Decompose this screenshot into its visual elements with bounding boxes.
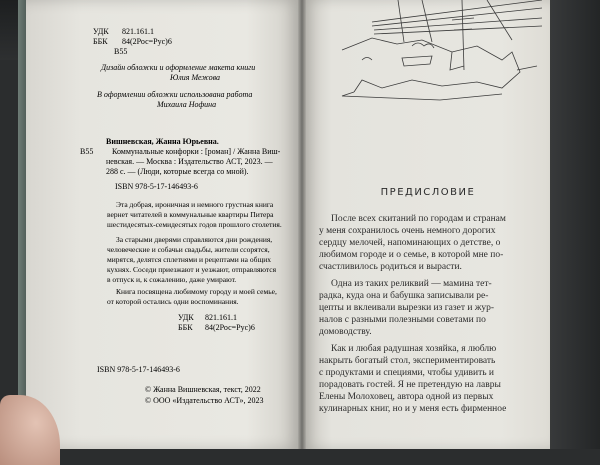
annotation-line: шестидесятых-семидесятых годов прошлого столетия. bbox=[107, 220, 282, 229]
cover-art-credit: В оформлении обложки использована работа bbox=[97, 90, 253, 99]
preface-line: Елены Молоховец, автора одной из первых bbox=[319, 392, 494, 402]
rooftop-sketch-illustration bbox=[302, 0, 550, 120]
biblio-line: Коммунальные конфорки : [роман] / Жанна Виш- bbox=[112, 147, 281, 156]
preface-line: Как и любая радушная хозяйка, я люблю bbox=[331, 344, 497, 354]
copyright-line: © Жанна Вишневская, текст, 2022 bbox=[145, 385, 261, 394]
preface-line: Одна из таких реликвий — мамина тет- bbox=[331, 279, 492, 289]
preface-line: налов с разными полезными советами по bbox=[319, 315, 486, 325]
preface-line: порадовать гостей. Я не претендую на лавры bbox=[319, 380, 501, 390]
bbk-label: ББК bbox=[93, 37, 108, 46]
annotation-line: За старыми дверями справляются дни рождения, bbox=[116, 235, 273, 244]
copyright-line: © ООО «Издательство АСТ», 2023 bbox=[145, 396, 264, 405]
preface-line: После всех скитаний по городам и странам bbox=[331, 214, 506, 224]
preface-line: сердцу мелочей, напоминающих о детстве, о bbox=[319, 238, 501, 248]
bbk-value-2: 84(2Рос=Рус)6 bbox=[205, 323, 255, 332]
annotation-line: человеческие и собачьи свадьбы, жители ссорятся, bbox=[107, 245, 270, 254]
catalog-code: В55 bbox=[114, 47, 128, 56]
annotation-line: в отпуск и, к сожалению, даже умирают. bbox=[107, 275, 237, 284]
preface-line: кулинарных книг, но и у меня есть фирменное bbox=[319, 404, 507, 414]
preface-line: счастливилось родиться и вырасти. bbox=[319, 262, 462, 272]
preface-line: домоводству. bbox=[319, 327, 372, 337]
preface-line: любимом городе и о семье, в которой мне по- bbox=[319, 250, 504, 260]
annotation-line: от которой остались одни воспоминания. bbox=[107, 297, 239, 306]
preface-line: с продуктами и специями, чтобы удивить и bbox=[319, 368, 495, 378]
annotation-line: кухнях. Соседи приезжают и уезжают, отправляются bbox=[107, 265, 277, 274]
isbn-line-2: ISBN 978-5-17-146493-6 bbox=[97, 365, 180, 374]
biblio-line: 288 с. — (Люди, которые всегда со мной). bbox=[106, 167, 249, 176]
cover-designer-name: Юлия Межова bbox=[170, 73, 221, 82]
udk-value: 821.161.1 bbox=[122, 27, 154, 36]
annotation-line: Книга посвящена любимому городу и моей семье, bbox=[116, 287, 277, 296]
preface-title: ПРЕДИСЛОВИЕ bbox=[380, 187, 476, 198]
annotation-line: вернет читателей в коммунальные квартиры Питера bbox=[107, 210, 274, 219]
cover-design-credit: Дизайн обложки и оформление макета книги bbox=[101, 63, 256, 72]
preface-line: накрыть богатый стол, экспериментировать bbox=[319, 356, 496, 366]
bbk-label-2: ББК bbox=[178, 323, 193, 332]
udk-label-2: УДК bbox=[178, 313, 194, 322]
cover-artist-name: Михаила Нофина bbox=[157, 100, 217, 109]
udk-label: УДК bbox=[93, 27, 109, 36]
udk-value-2: 821.161.1 bbox=[205, 313, 237, 322]
annotation-line: мирятся, делятся сплетнями и рецептами на общих bbox=[107, 255, 271, 264]
bbk-value: 84(2Рос=Рус)6 bbox=[122, 37, 172, 46]
preface-line: радка, куда она и бабушка записывали ре- bbox=[319, 291, 489, 301]
isbn-line: ISBN 978-5-17-146493-6 bbox=[115, 182, 198, 191]
author-code: В55 bbox=[80, 147, 94, 156]
annotation-line: Эта добрая, ироничная и немного грустная книга bbox=[116, 200, 274, 209]
author-heading: Вишневская, Жанна Юрьевна. bbox=[106, 137, 219, 146]
preface-line: цепты и вклеивали вырезки из газет и жур- bbox=[319, 303, 495, 313]
biblio-line: невская. — Москва : Издательство АСТ, 2023. — bbox=[106, 157, 273, 166]
book-gutter bbox=[298, 0, 306, 449]
preface-line: у меня сохранилось очень немного дорогих bbox=[319, 226, 496, 236]
